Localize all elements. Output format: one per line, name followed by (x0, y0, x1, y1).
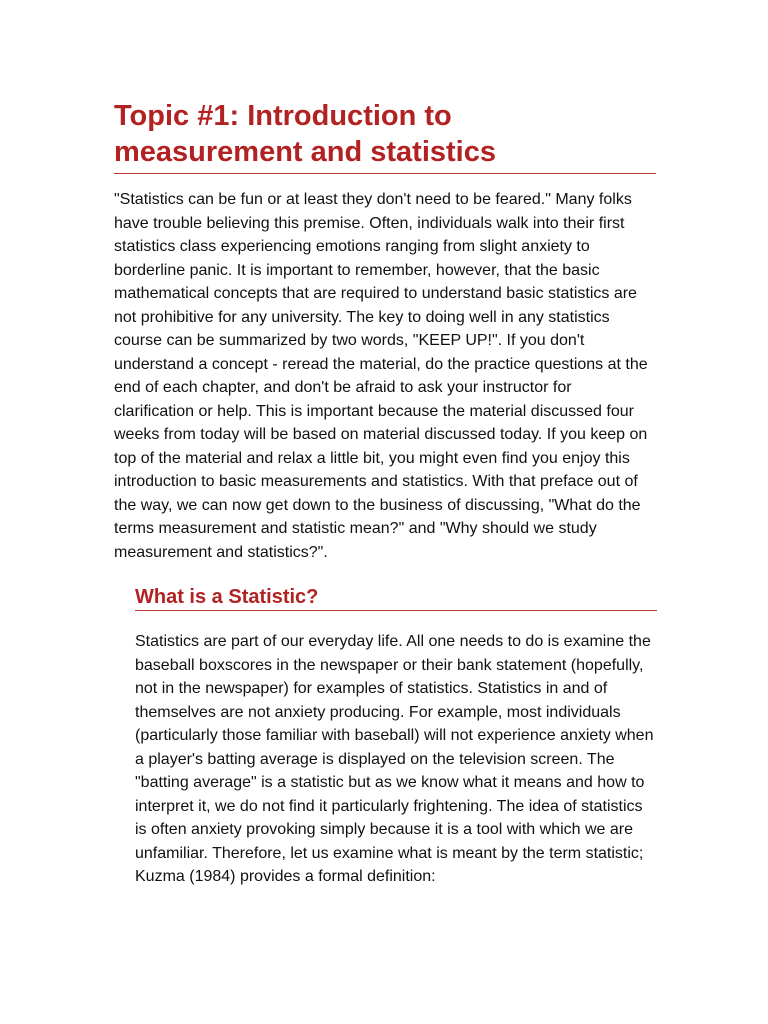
section-heading: What is a Statistic? (135, 586, 319, 608)
section-what-is-a-statistic (135, 585, 657, 889)
title-divider (114, 173, 656, 174)
page-title-line-1: Topic #1: Introduction to (114, 100, 452, 132)
page-title (114, 98, 656, 170)
title-block (114, 98, 656, 174)
intro-paragraph: "Statistics can be fun or at least they don't need to be feared." Many folks have trouble believing this premise. Often, individuals walk into their first statistics class experiencing emotions ranging from slight anxiety to borderline panic. It is important to remember, however, that the basic mathematical concepts that are required to understand basic statistics are not prohibitive for any university. The key to doing well in any statistics course can be summarized by two words, "KEEP UP!". If you don't understand a concept - reread the material, do the practice questions at the end of each chapter, and don't be afraid to ask your instructor for clarification or help. This is important because the material discussed four weeks from today will be based on material discussed today. If you keep on top of the material and relax a little bit, you might even find you enjoy this introduction to basic measurements and statistics. With that preface out of the way, we can now get down to the business of discussing, "What do the terms measurement and statistic mean?" and "Why should we study measurement and statistics?". (114, 191, 648, 561)
section-paragraph: Statistics are part of our everyday life. All one needs to do is examine the baseball boxscores in the newspaper or their bank statement (hopefully, not in the newspaper) for examples of statistics. Statistics in and of themselves are not anxiety producing. For example, most individuals (particularly those familiar with baseball) will not experience anxiety when a player's batting average is displayed on the television screen. The "batting average" is a statistic but as we know what it means and how to interpret it, we do not find it particularly frightening. The idea of statistics is often anxiety provoking simply because it is a tool with which we are unfamiliar. Therefore, let us examine what is meant by the term statistic; Kuzma (1984) provides a formal definition: (135, 633, 654, 885)
page-title-line-2: measurement and statistics (114, 136, 496, 168)
section-divider (135, 610, 657, 611)
